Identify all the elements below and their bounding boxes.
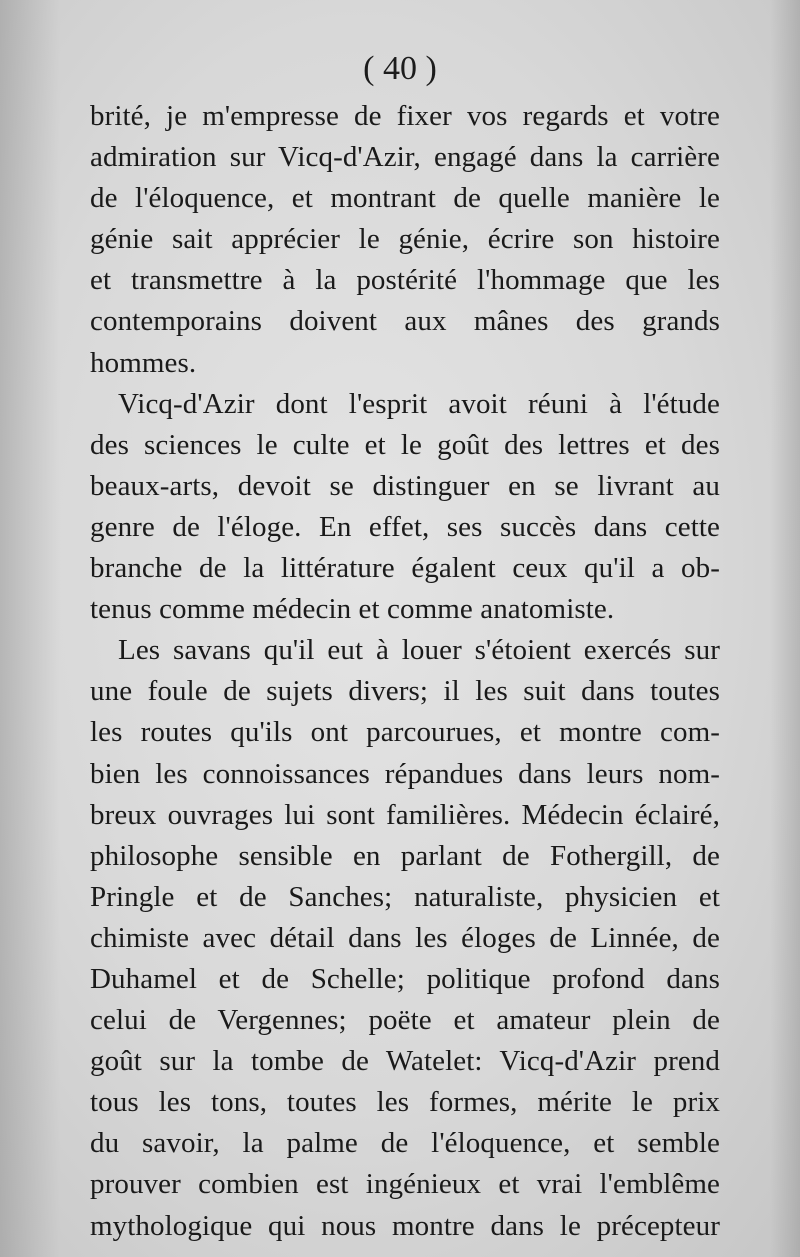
text-line: du savoir, la palme de l'éloquence, et semble (90, 1127, 720, 1160)
text-line: et transmettre à la postérité l'hommage que les (90, 264, 720, 297)
text-line: breux ouvrages lui sont familières. Médecin éclairé, (90, 798, 720, 831)
text-line: bien les connoissances répandues dans leurs nom- (90, 757, 720, 790)
text-line: hommes. (90, 346, 197, 379)
page-edge-shadow (770, 0, 800, 1257)
text-line: brité, je m'empresse de fixer vos regards et votre (90, 100, 720, 132)
text-line: tenus comme médecin et comme anatomiste. (90, 593, 615, 626)
text-line: des sciences le culte et le goût des lettres et des (90, 428, 720, 461)
text-line: de l'éloquence, et montrant de quelle manière le (90, 182, 720, 215)
text-line: les routes qu'ils ont parcourues, et montre com- (90, 716, 720, 749)
text-line: philosophe sensible en parlant de Fothergill, de (90, 839, 720, 872)
text-line: celui de Vergennes; poëte et amateur plein de (90, 1004, 720, 1037)
text-line: chimiste avec détail dans les éloges de Linnée, de (90, 921, 720, 954)
text-line: Pringle et de Sanches; naturaliste, physicien et (90, 880, 720, 913)
text-line: contemporains doivent aux mânes des grands (90, 305, 720, 338)
text-line: beaux-arts, devoit se distinguer en se livrant au (90, 469, 720, 502)
text-line: genre de l'éloge. En effet, ses succès dans cette (90, 510, 720, 543)
text-line: admiration sur Vicq-d'Azir, engagé dans la carrière (90, 141, 720, 174)
text-line: goût sur la tombe de Watelet: Vicq-d'Azir prend (90, 1045, 720, 1078)
text-line: mythologique qui nous montre dans le précepteur (90, 1209, 720, 1242)
page-number: ( 40 ) (363, 50, 437, 87)
text-line: tous les tons, toutes les formes, mérite le prix (90, 1086, 720, 1119)
text-line: prouver combien est ingénieux et vrai l'emblême (90, 1168, 720, 1201)
text-line: branche de la littérature égalent ceux qu'il a ob- (90, 552, 720, 585)
text-line: Vicq-d'Azir dont l'esprit avoit réuni à l'étude (118, 387, 720, 420)
text-line: Les savans qu'il eut à louer s'étoient exercés sur (118, 634, 720, 667)
text-line: Duhamel et de Schelle; politique profond dans (90, 962, 720, 995)
binding-shadow (0, 0, 60, 1257)
body-text (90, 96, 720, 1247)
text-line: génie sait apprécier le génie, écrire son histoire (90, 223, 720, 256)
text-line: une foule de sujets divers; il les suit dans toutes (90, 675, 720, 708)
